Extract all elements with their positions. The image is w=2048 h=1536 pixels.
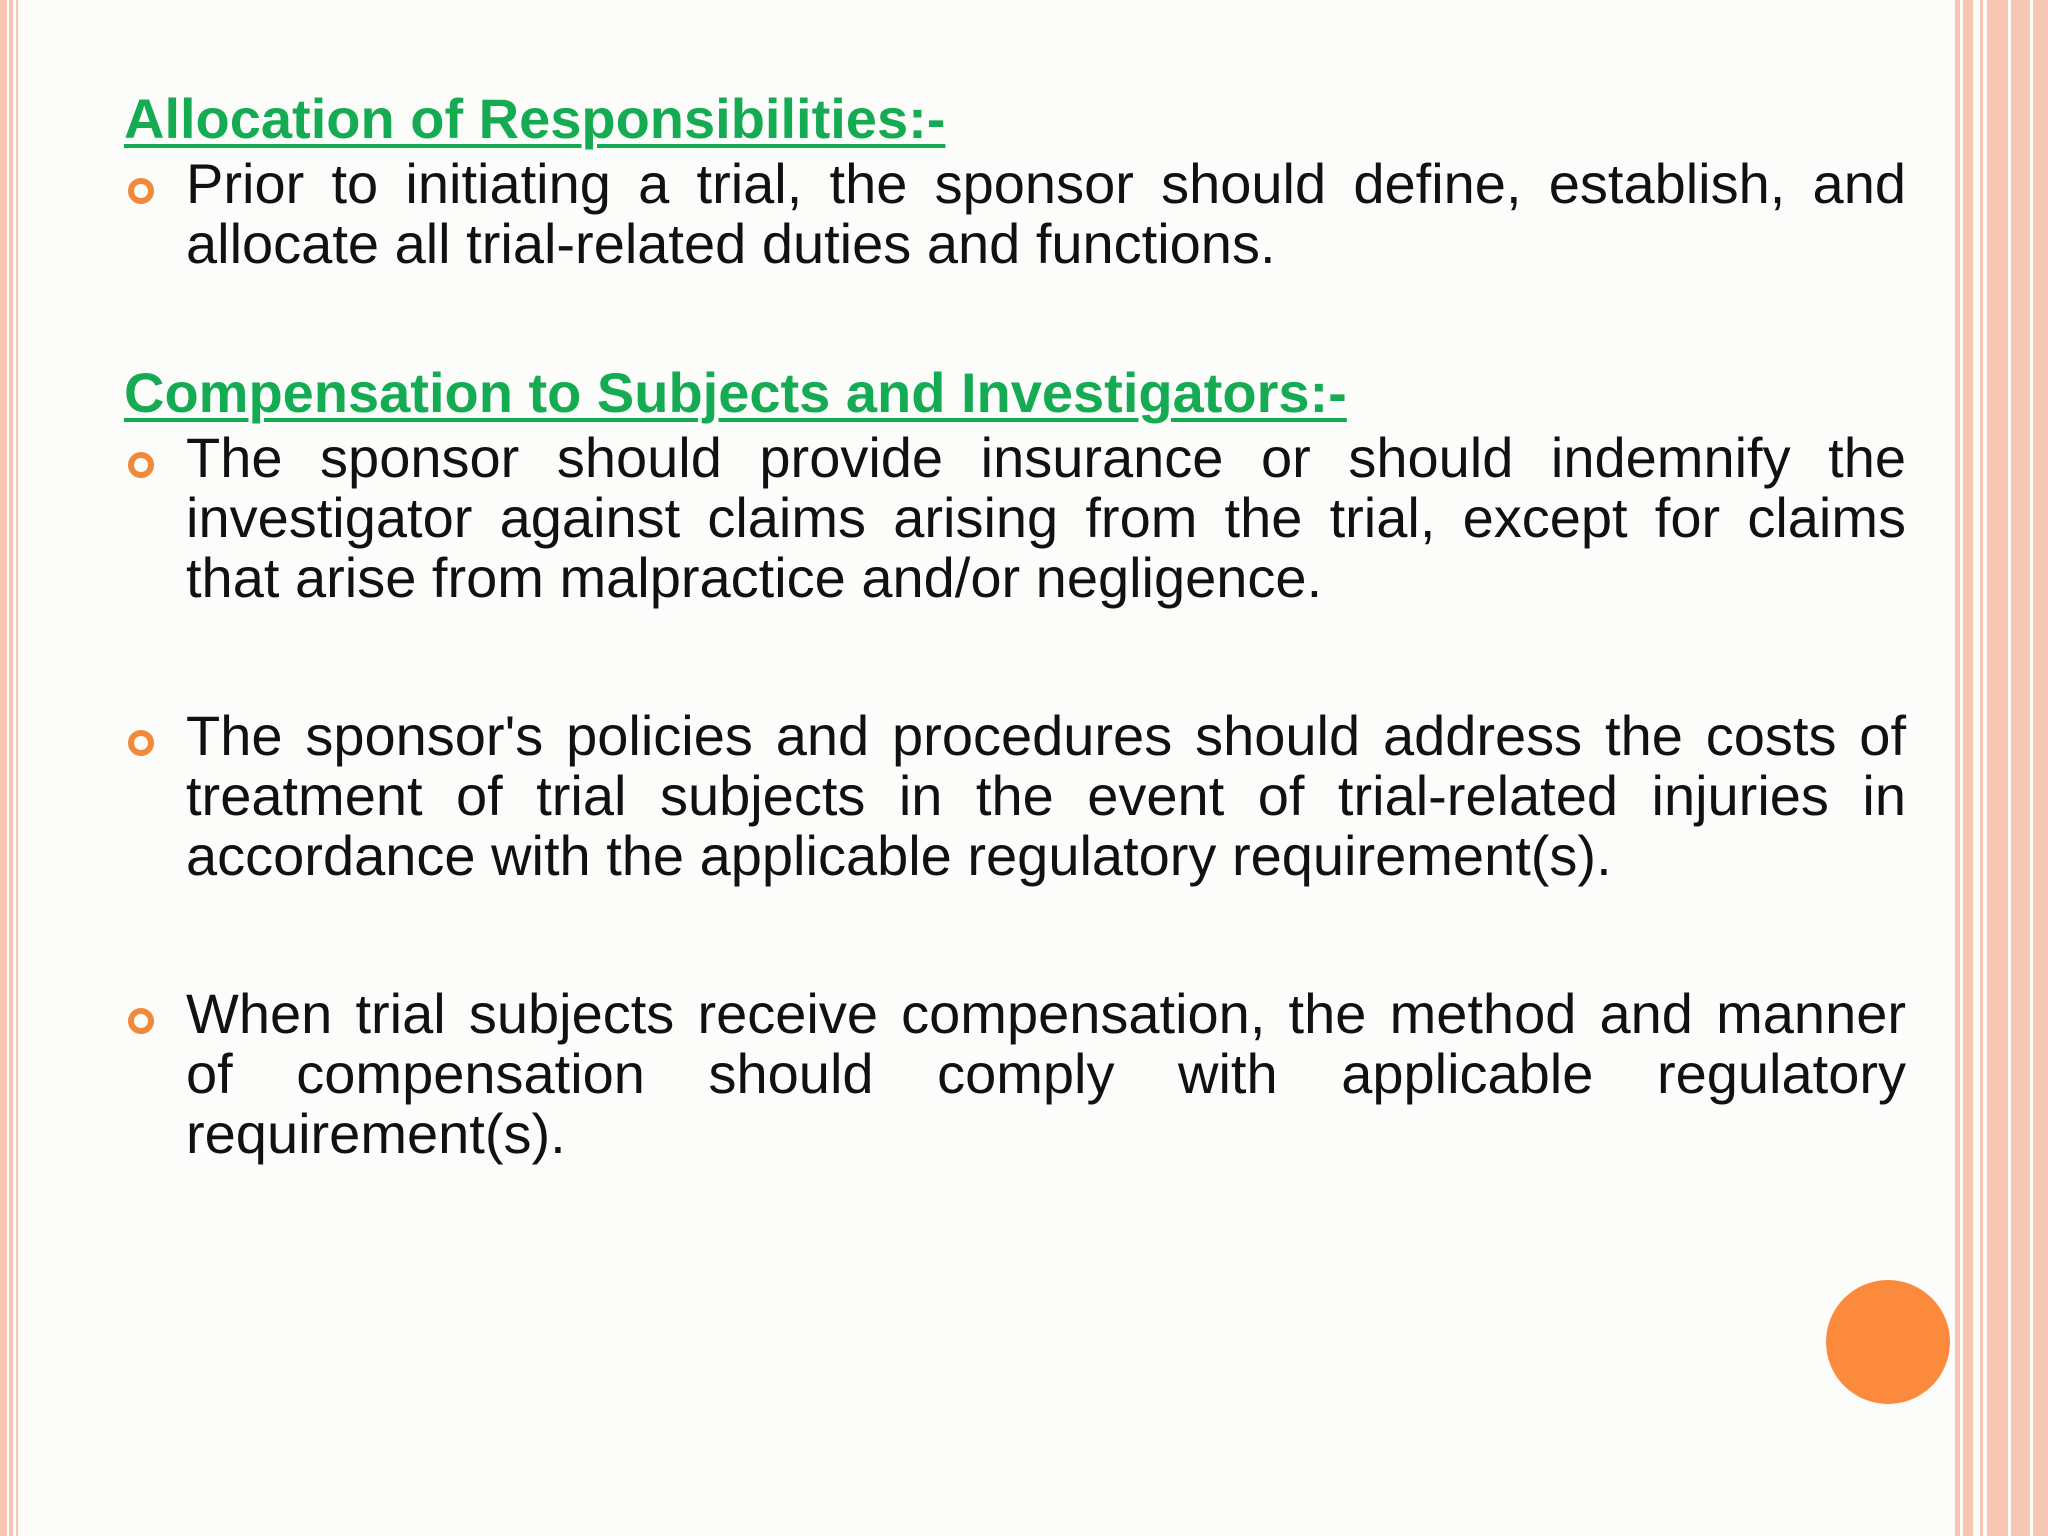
- bullet-allocation: [124, 154, 1906, 274]
- bullet-compensation-method: [124, 984, 1906, 1164]
- heading-compensation: Compensation to Subjects and Investigators:-: [124, 361, 1347, 424]
- right-border-gap: [2008, 0, 2011, 1536]
- heading-allocation-of-responsibilities: Allocation of Responsibilities:-: [124, 87, 946, 150]
- bullet-text: The sponsor's policies and procedures should address the costs of treatment of trial subjects in the event of trial-related injuries in accordance with the applicable regulatory requirement(s).: [186, 704, 1906, 887]
- bullet-text: Prior to initiating a trial, the sponsor should define, establish, and allocate all trial-related duties and functions.: [186, 152, 1906, 275]
- hollow-circle-bullet-icon: [128, 1008, 154, 1034]
- right-border-stripe: [1963, 0, 1973, 1536]
- right-border-gap: [2030, 0, 2033, 1536]
- right-border-stripe: [1955, 0, 1960, 1536]
- slide-content: [124, 86, 1906, 1164]
- bullet-text: When trial subjects receive compensation, the method and manner of compensation should comply with applicable regulatory requirement(s).: [186, 982, 1906, 1165]
- left-border-stripe: [0, 0, 7, 1536]
- right-border-stripe: [1980, 0, 1983, 1536]
- hollow-circle-bullet-icon: [128, 178, 154, 204]
- hollow-circle-bullet-icon: [128, 452, 154, 478]
- hollow-circle-bullet-icon: [128, 730, 154, 756]
- bullet-insurance: [124, 428, 1906, 608]
- orange-circle-decoration: [1826, 1280, 1950, 1404]
- bullet-text: The sponsor should provide insurance or should indemnify the investigator against claims arising from the trial, except for claims that arise from malpractice and/or negligence.: [186, 426, 1906, 609]
- right-border-band: [1987, 0, 2048, 1536]
- left-border-stripe: [16, 0, 18, 1536]
- left-border-stripe: [9, 0, 13, 1536]
- bullet-policies: [124, 706, 1906, 886]
